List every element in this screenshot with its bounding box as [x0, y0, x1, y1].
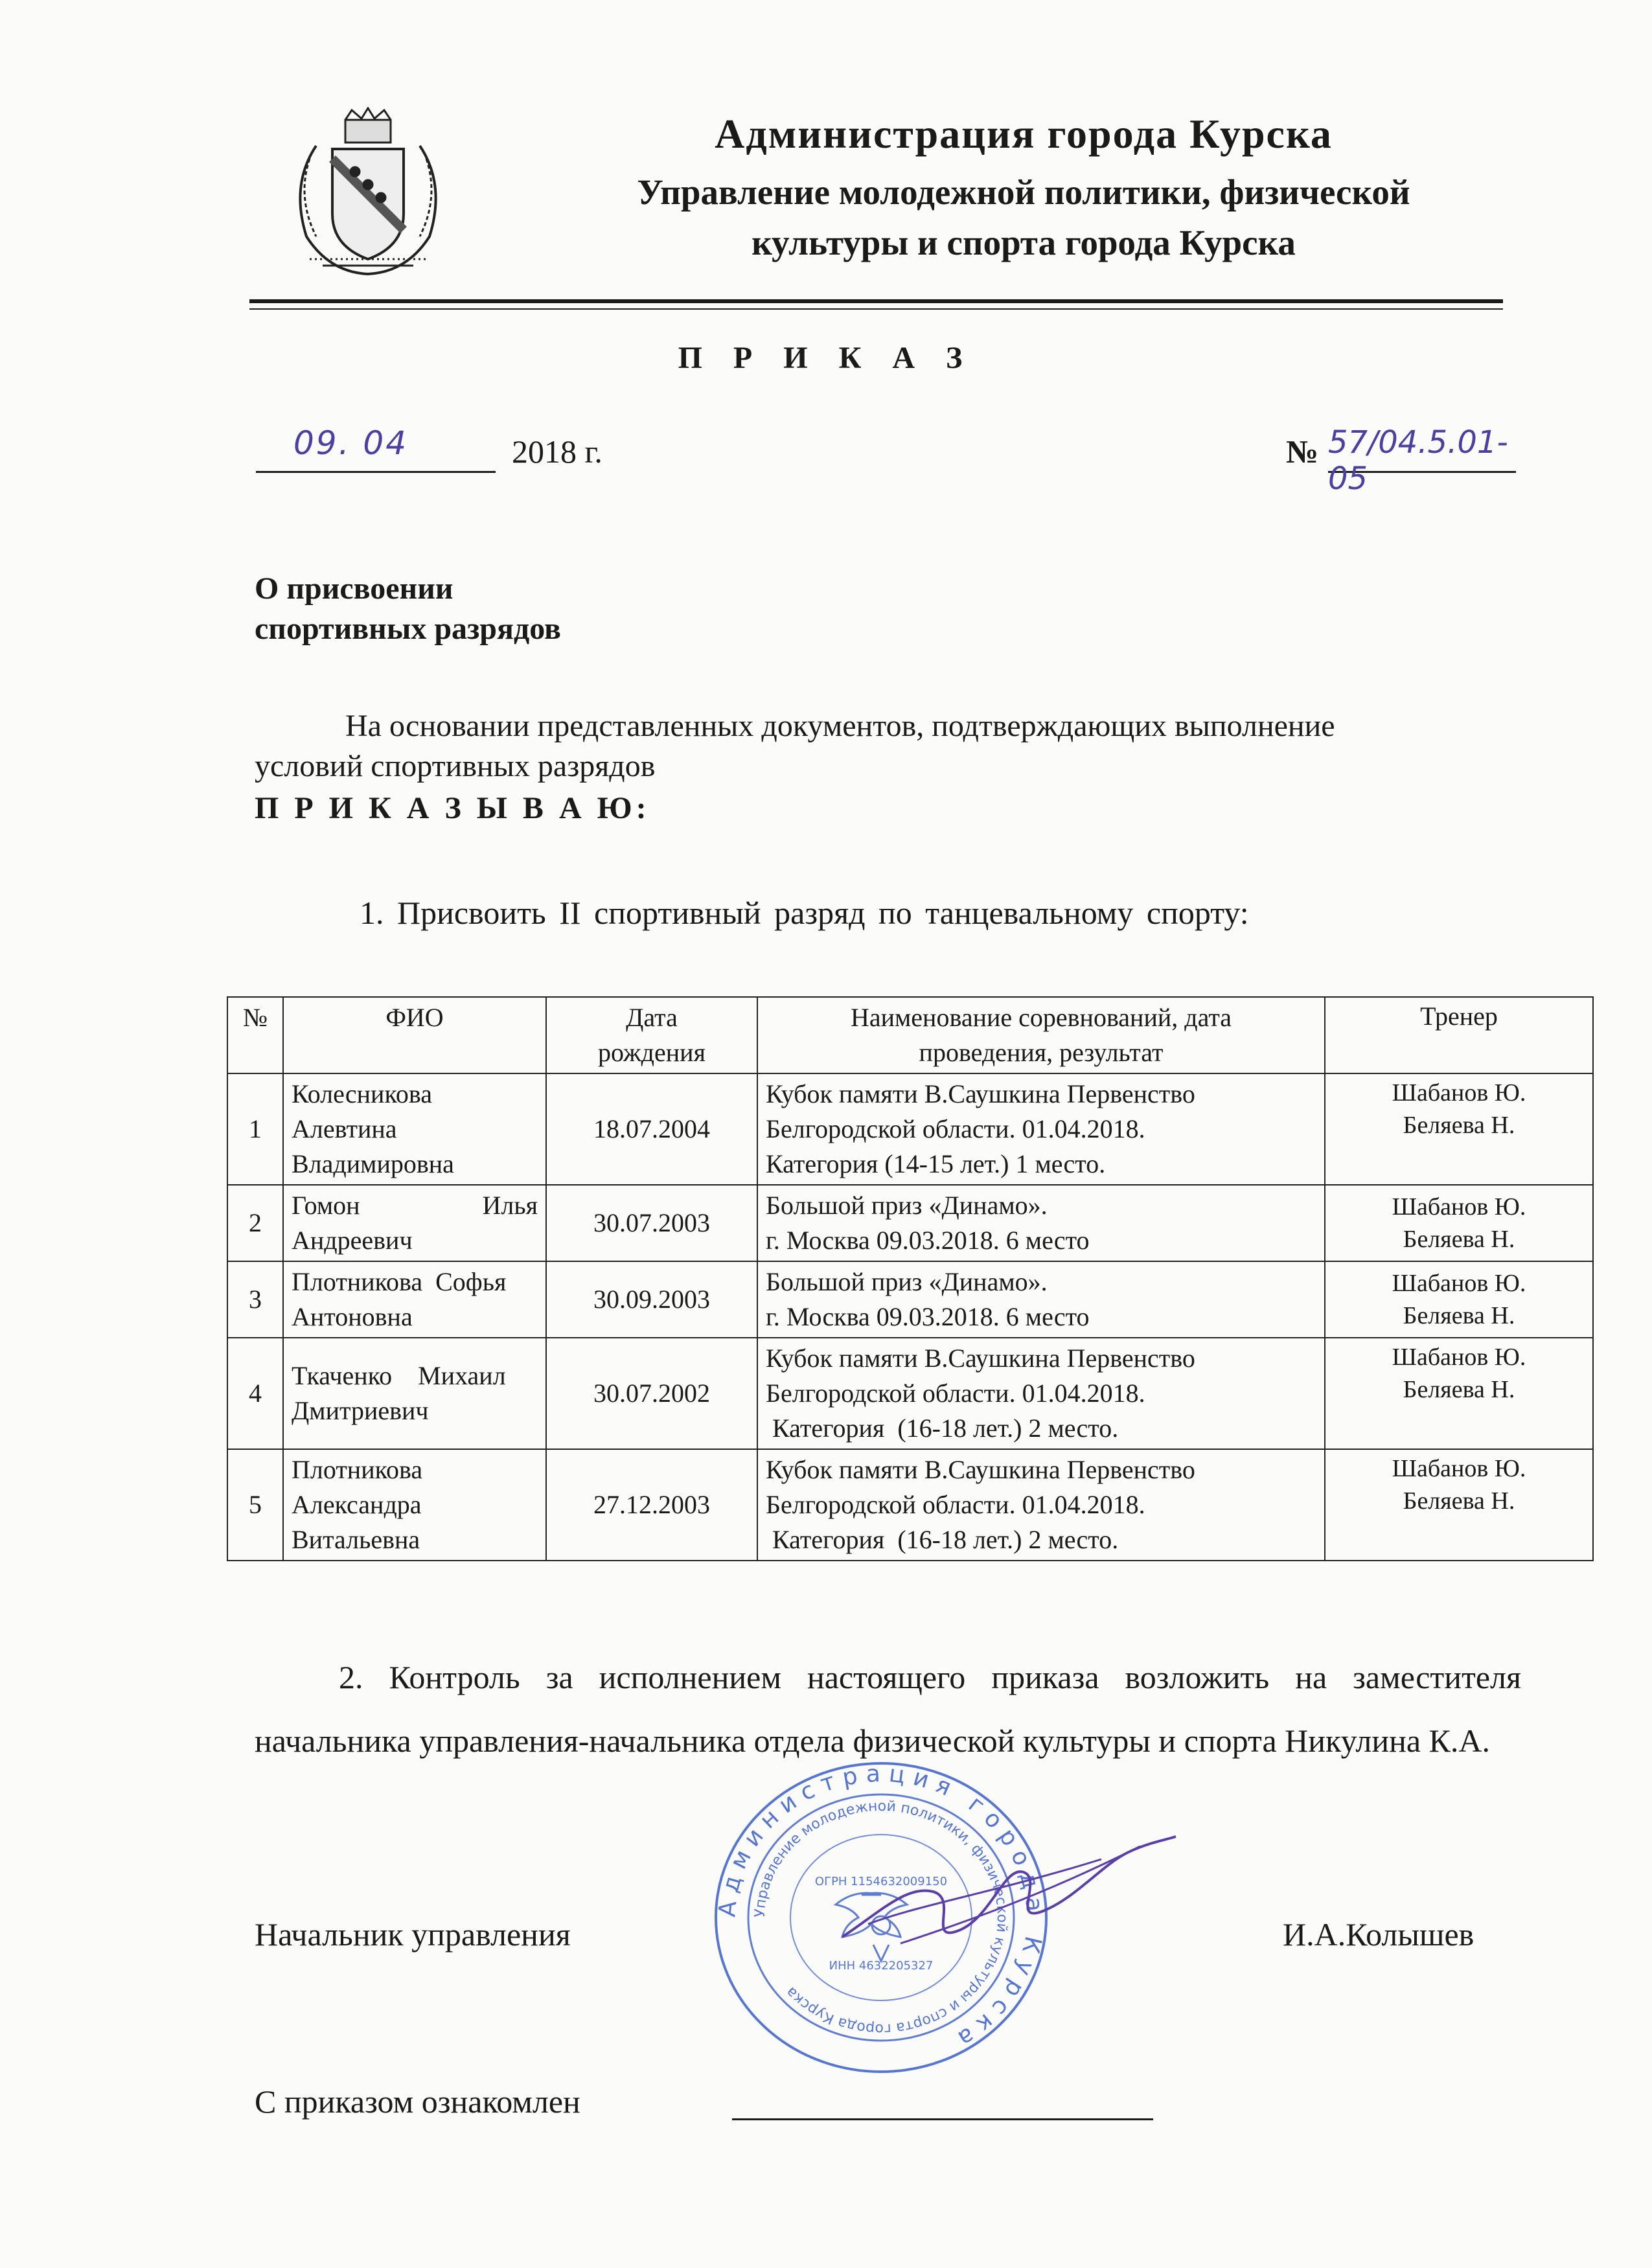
- date-field: [256, 424, 496, 473]
- signatory-position: Начальник управления: [255, 1916, 571, 1953]
- subject-line2: спортивных разрядов: [255, 612, 561, 646]
- header-fio: ФИО: [283, 997, 546, 1073]
- cell-competition: [757, 1338, 1325, 1449]
- number-sign: №: [1286, 433, 1319, 470]
- coach-line: Шабанов Ю.: [1392, 1193, 1526, 1220]
- cell-no: 3: [227, 1261, 283, 1338]
- handwritten-signature: [829, 1814, 1179, 1969]
- order-item-1: 1. Присвоить II спортивный разряд по танцевальному спорту:: [360, 895, 1249, 931]
- competition-line: г. Москва 09.03.2018. 6 место: [766, 1302, 1090, 1331]
- document-number-field: [1328, 424, 1516, 497]
- stamp-inn: ИНН 4632205327: [829, 1959, 934, 1973]
- basis-paragraph: [255, 706, 1518, 786]
- competition-line: Кубок памяти В.Саушкина Первенство: [766, 1344, 1195, 1373]
- cell-fio: [283, 1338, 546, 1449]
- cell-coach: [1325, 1261, 1593, 1338]
- fio-line: Дмитриевич: [292, 1396, 429, 1425]
- order-item-2-text: 2. Контроль за исполнением настоящего приказа возложить на заместителя начальника управления-начальника отдела физической культуры и спорта Никулина К.А.: [255, 1659, 1521, 1759]
- basis-line1: На основании представленных документов, подтверждающих выполнение: [345, 709, 1335, 743]
- header-coach: Тренер: [1325, 997, 1593, 1073]
- coach-line: Беляева Н.: [1403, 1112, 1515, 1139]
- department-name: [505, 167, 1542, 268]
- cell-coach: [1325, 1073, 1593, 1185]
- fio-line: Андреевич: [292, 1226, 413, 1255]
- stamp-inner-text: Управление молодежной политики, физической культуры и спорта города Курска: [751, 1798, 1011, 2037]
- organization-name: Администрация города Курска: [715, 111, 1333, 157]
- fio-line: Колесникова: [292, 1079, 432, 1108]
- cell-competition: [757, 1449, 1325, 1561]
- fio-line: Владимировна: [292, 1149, 454, 1178]
- competition-line: Кубок памяти В.Саушкина Первенство: [766, 1079, 1195, 1108]
- subject-line1: О присвоении: [255, 571, 453, 606]
- header-rule-thin: [249, 308, 1503, 310]
- document-title: П Р И К А З: [678, 341, 974, 375]
- table-row: [227, 1338, 1593, 1449]
- coach-line: Шабанов Ю.: [1392, 1344, 1526, 1371]
- cell-fio: [283, 1449, 546, 1561]
- cell-competition: [757, 1073, 1325, 1185]
- fio-line: Плотникова: [292, 1455, 423, 1484]
- cell-coach: [1325, 1338, 1593, 1449]
- competition-line: Белгородской области. 01.04.2018.: [766, 1379, 1145, 1408]
- handwritten-date: 09. 04: [293, 424, 409, 462]
- header-competition-line1: Наименование соревнований, дата: [850, 1003, 1232, 1032]
- coach-line: Шабанов Ю.: [1392, 1079, 1526, 1106]
- order-item-2: [255, 1645, 1521, 1772]
- cell-competition: [757, 1261, 1325, 1338]
- cell-no: 1: [227, 1073, 283, 1185]
- cell-dob: 30.07.2003: [546, 1185, 757, 1261]
- fio-line: Антоновна: [292, 1302, 413, 1331]
- stamp-ogrn: ОГРН 1154632009150: [814, 1875, 948, 1888]
- department-name-line2: культуры и спорта города Курска: [751, 223, 1296, 262]
- table-row: [227, 1185, 1593, 1261]
- header-competition-line2: проведения, результат: [919, 1038, 1164, 1067]
- header-dob: [546, 997, 757, 1073]
- basis-line2: условий спортивных разрядов: [255, 749, 656, 783]
- fio-line: Алевтина: [292, 1114, 397, 1143]
- competition-line: Категория (16-18 лет.) 2 место.: [766, 1414, 1119, 1443]
- cell-no: 5: [227, 1449, 283, 1561]
- cell-dob: 30.07.2002: [546, 1338, 757, 1449]
- competition-line: Кубок памяти В.Саушкина Первенство: [766, 1455, 1195, 1484]
- fio-line: Ткаченко Михаил: [292, 1361, 506, 1390]
- competition-line: г. Москва 09.03.2018. 6 место: [766, 1226, 1090, 1255]
- order-heading: П Р И К А З Ы В А Ю:: [255, 791, 650, 825]
- athletes-table: [227, 996, 1594, 1561]
- cell-dob: 30.09.2003: [546, 1261, 757, 1338]
- cell-fio: [283, 1185, 546, 1261]
- table-header-row: [227, 997, 1593, 1073]
- competition-line: Большой приз «Динамо».: [766, 1191, 1048, 1220]
- header-competition: [757, 997, 1325, 1073]
- competition-line: Белгородской области. 01.04.2018.: [766, 1114, 1145, 1143]
- cell-coach: [1325, 1449, 1593, 1561]
- fio-line: [292, 1188, 538, 1223]
- coach-line: Беляева Н.: [1403, 1376, 1515, 1403]
- handwritten-number: 57/04.5.01-05: [1328, 424, 1508, 497]
- fio-first-name: Илья: [482, 1191, 538, 1220]
- signatory-name: И.А.Колышев: [1283, 1916, 1474, 1953]
- stamp-outer-text: Администрация города Курска: [714, 1760, 1048, 2056]
- table-row: [227, 1261, 1593, 1338]
- date-year: 2018 г.: [512, 433, 602, 470]
- department-name-line1: Управление молодежной политики, физической: [637, 172, 1410, 212]
- cell-coach: [1325, 1185, 1593, 1261]
- fio-line: Александра: [292, 1490, 422, 1519]
- coach-line: Беляева Н.: [1403, 1226, 1515, 1253]
- coach-line: Беляева Н.: [1403, 1302, 1515, 1329]
- table-row: [227, 1073, 1593, 1185]
- cell-no: 4: [227, 1338, 283, 1449]
- header-rule-thick: [249, 299, 1503, 303]
- document-subject: [255, 569, 561, 649]
- cell-fio: [283, 1073, 546, 1185]
- cell-fio: [283, 1261, 546, 1338]
- fio-surname: Гомон: [292, 1191, 360, 1220]
- coach-line: Шабанов Ю.: [1392, 1270, 1526, 1297]
- header-no: №: [227, 997, 283, 1073]
- competition-line: Большой приз «Динамо».: [766, 1267, 1048, 1296]
- fio-line: Плотникова Софья: [292, 1267, 507, 1296]
- cell-no: 2: [227, 1185, 283, 1261]
- cell-dob: 27.12.2003: [546, 1449, 757, 1561]
- coach-line: Беляева Н.: [1403, 1487, 1515, 1515]
- header-dob-line2: рождения: [598, 1038, 706, 1067]
- header-dob-line1: Дата: [626, 1003, 678, 1032]
- table-row: [227, 1449, 1593, 1561]
- coat-of-arms-emblem: [271, 107, 465, 282]
- fio-line: Витальевна: [292, 1525, 420, 1554]
- competition-line: Белгородской области. 01.04.2018.: [766, 1490, 1145, 1519]
- acknowledgement-signature-line: [732, 2118, 1153, 2120]
- competition-line: Категория (16-18 лет.) 2 место.: [766, 1525, 1119, 1554]
- cell-dob: 18.07.2004: [546, 1073, 757, 1185]
- cell-competition: [757, 1185, 1325, 1261]
- coach-line: Шабанов Ю.: [1392, 1455, 1526, 1482]
- competition-line: Категория (14-15 лет.) 1 место.: [766, 1149, 1106, 1178]
- acknowledgement-label: С приказом ознакомлен: [255, 2083, 580, 2120]
